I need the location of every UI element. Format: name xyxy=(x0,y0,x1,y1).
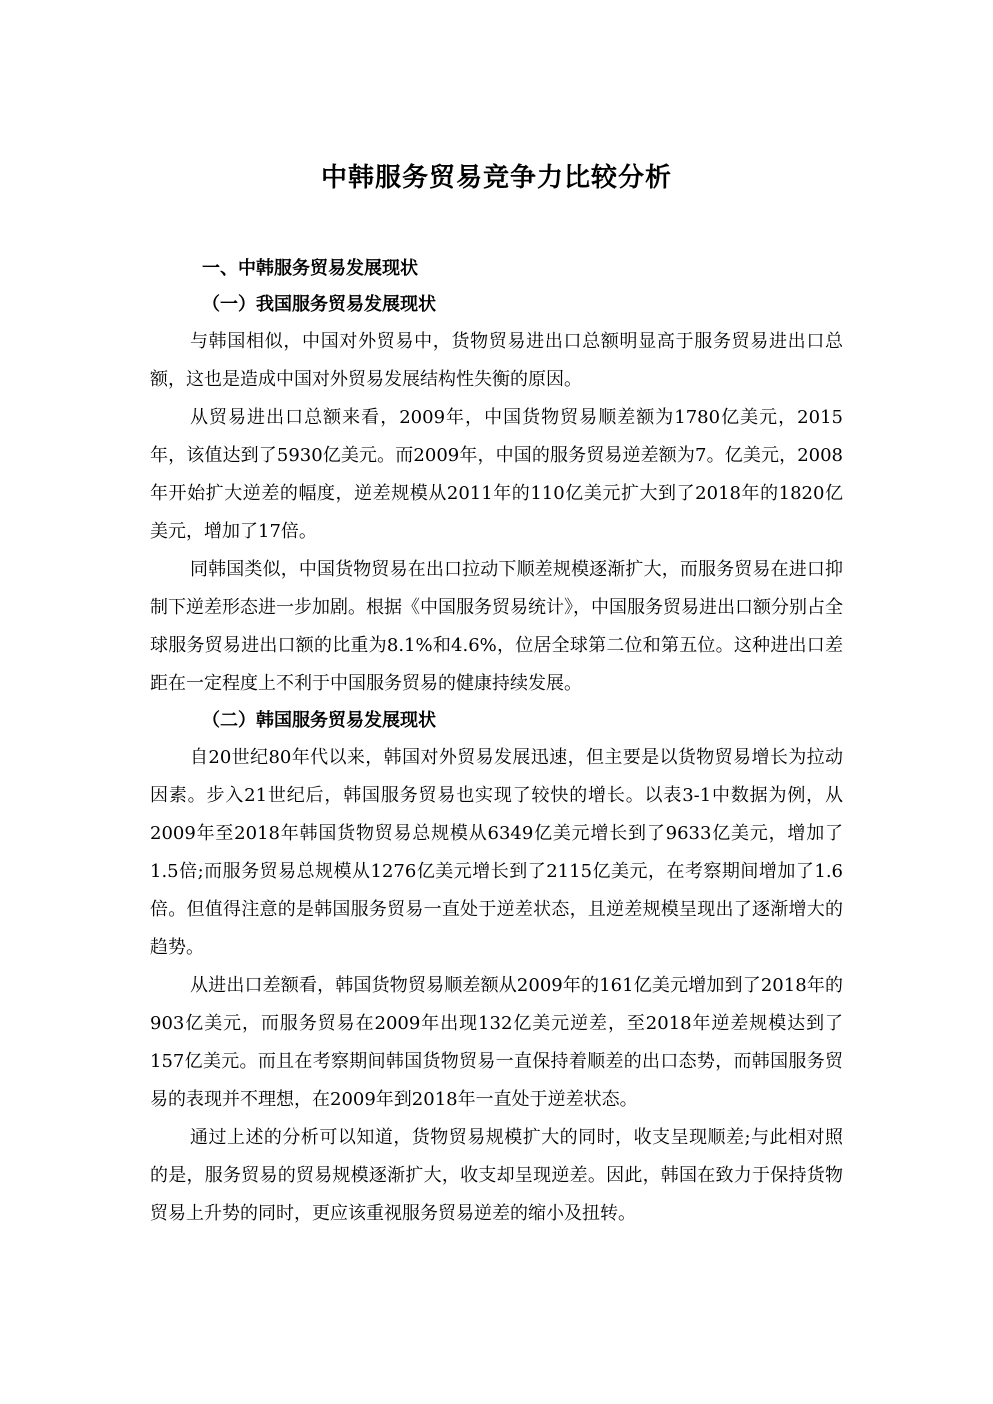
subsection-heading-korea: （二）韩国服务贸易发展现状 xyxy=(202,710,436,731)
paragraph: 同韩国类似，中国货物贸易在出口拉动下顺差规模逐渐扩大，而服务贸易在进口抑制下逆差形态进一步加剧。根据《中国服务贸易统计》，中国服务贸易进出口额分别占全球服务贸易进出口额的比重为8.1%和4.6%，位居全球第二位和第五位。这种进出口差距在一定程度上不利于中国服务贸易的健康持续发展。 xyxy=(150,559,843,694)
subsection-heading-china: （一）我国服务贸易发展现状 xyxy=(202,294,436,315)
paragraph: 自20世纪80年代以来，韩国对外贸易发展迅速，但主要是以货物贸易增长为拉动因素。步入21世纪后，韩国服务贸易也实现了较快的增长。以表3-1中数据为例，从2009年至2018年韩国货物贸易总规模从6349亿美元增长到了9633亿美元，增加了1.5倍;而服务贸易总规模从1276亿美元增长到了2115亿美元，在考察期间增加了1.6倍。但值得注意的是韩国服务贸易一直处于逆差状态，且逆差规模呈现出了逐渐增大的趋势。 xyxy=(150,747,843,958)
document-title: 中韩服务贸易竞争力比较分析 xyxy=(320,163,672,193)
paragraph: 从进出口差额看，韩国货物贸易顺差额从2009年的161亿美元增加到了2018年的903亿美元，而服务贸易在2009年出现132亿美元逆差，至2018年逆差规模达到了157亿美元。而且在考察期间韩国货物贸易一直保持着顺差的出口态势，而韩国服务贸易的表现并不理想，在2009年到2018年一直处于逆差状态。 xyxy=(150,975,843,1110)
paragraph: 通过上述的分析可以知道，货物贸易规模扩大的同时，收支呈现顺差;与此相对照的是，服务贸易的贸易规模逐渐扩大，收支却呈现逆差。因此，韩国在致力于保持货物贸易上升势的同时，更应该重视服务贸易逆差的缩小及扭转。 xyxy=(150,1127,843,1224)
section-heading: 一、中韩服务贸易发展现状 xyxy=(202,258,418,279)
paragraph: 从贸易进出口总额来看，2009年，中国货物贸易顺差额为1780亿美元，2015年，该值达到了5930亿美元。而2009年，中国的服务贸易逆差额为7。亿美元，2008年开始扩大逆差的幅度，逆差规模从2011年的110亿美元扩大到了2018年的1820亿美元，增加了17倍。 xyxy=(150,407,843,542)
paragraph: 与韩国相似，中国对外贸易中，货物贸易进出口总额明显高于服务贸易进出口总额，这也是造成中国对外贸易发展结构性失衡的原因。 xyxy=(150,331,843,390)
